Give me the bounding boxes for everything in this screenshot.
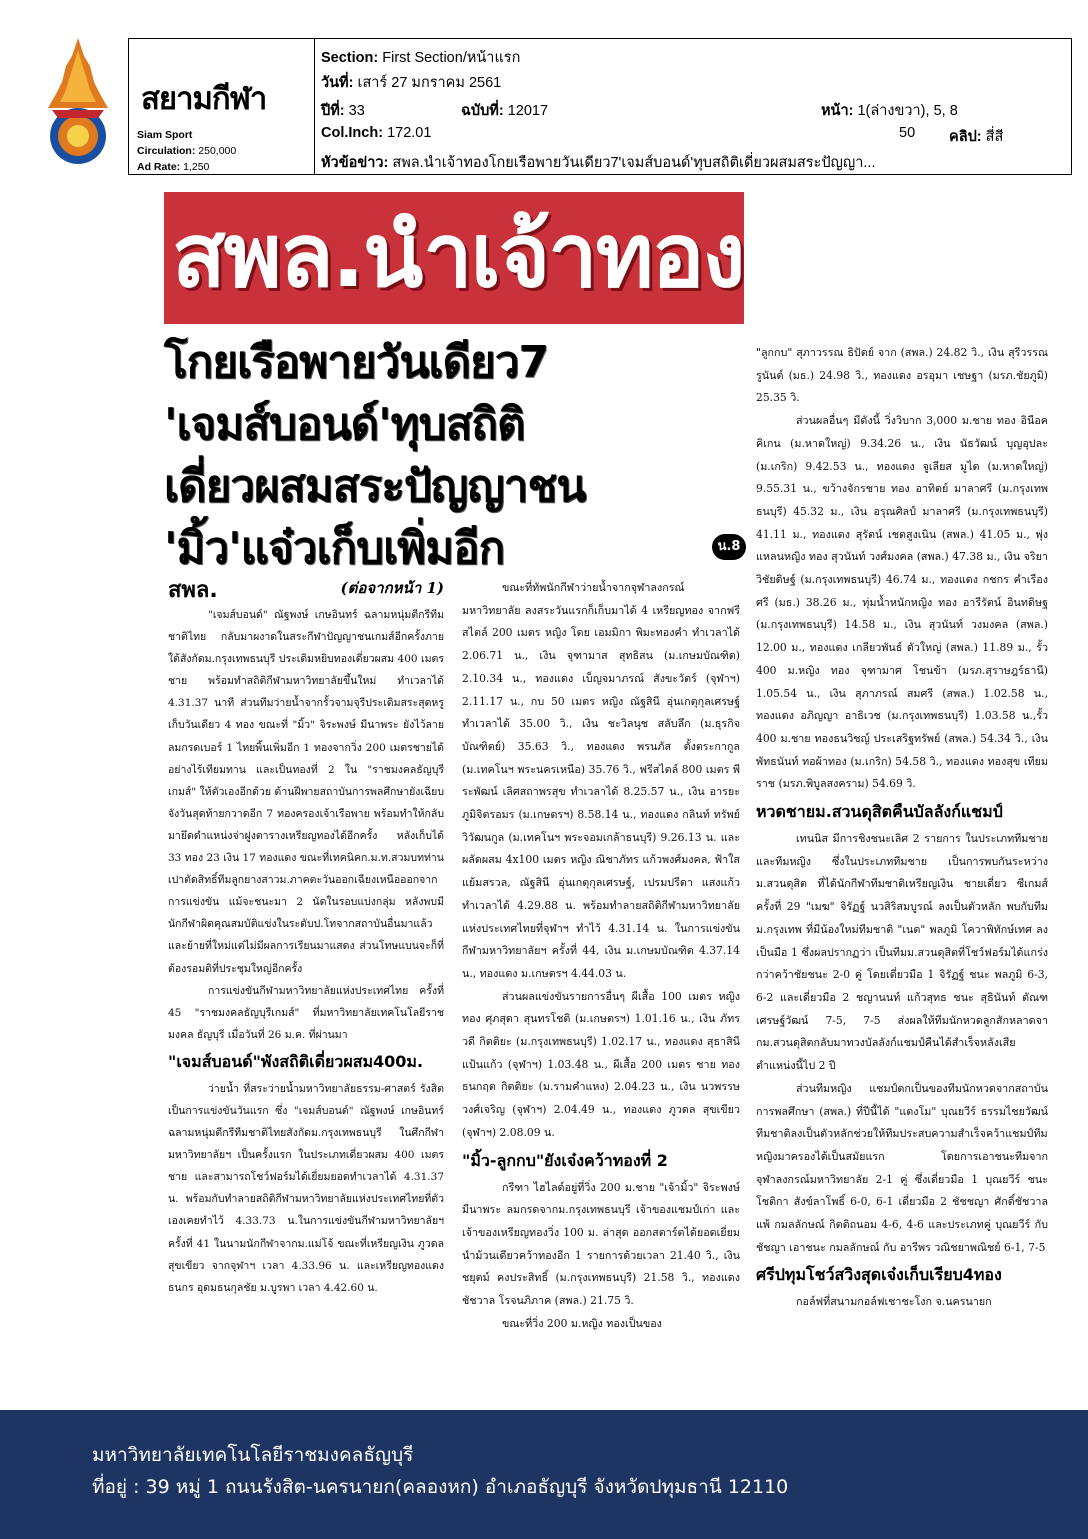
university-footer <box>0 1410 1088 1539</box>
publication-info <box>129 39 315 174</box>
paragraph: ขณะที่วิ่ง 200 ม.หญิง ทองเป็นของ <box>502 1316 662 1330</box>
paragraph: "เจมส์บอนด์" ณัฐพงษ์ เกษอินทร์ ฉลามหนุ่มตีกรีทีมชาติไทย กลับมาผงาดในสระกีฬาปัญญาชนเกมส์อีกครั้งภายใต้สังกัดม.กรุงเทพธนบุรี ประเดิมหยิบทองเดี่ยวผสม 400 เมตรชาย พร้อมทำสถิติกีฬามหาวิทยาลัยขึ้นใหม่ ทำเวลาได้ 4.31.37 นาที ส่วนทีมว่ายน้ำจากรั้วจามจุรีประเดิมสระสุดหรูเก็บวันเดียว 4 ทอง ขณะที่ "มิ้ว" จิระพงษ์ มีนาพระ ยังไว้ลายลมกรดเบอร์ 1 ไทยพิ้นเพิ่มอีก 1 ทองจากวิ่ง 200 เมตรชายได้อย่างไร้เทียมทาน และเป็นทองที่ 2 ใน "ราชมงคลธัญบุรีเกมส์" ให้ตัวเองอีกด้วย ด้านฝีพายสถาบันการพลศึกษายังเฉียบจังวันสุดท้ายกวาดอีก 7 ทองครองเจ้าเรือพาย พร้อมทำให้กลับมายึดตำแหน่งจ่าฝูงตารางเหรียญทองได้อีกครั้ง หลังเก็บได้ 33 ทอง 23 เงิน 17 ทองแดง ขณะที่เทคนิคก.ม.ท.สวมบทท่านเปาตัดสิทธิ์ทีมลูกยางสาวม.ภาคตะวันออกเฉียงเหนือออกจากการแข่งขัน แม้จะชนะมา 2 นัดในรอบแบ่งกลุ่ม หลังพบมีนักกีฬาผิดคุณสมบัติแข่งในระดับป.โทจากสถาบันอื่นมาแล้ว และย้ายที่ใหม่แต่ไม่มีผลการเรียนมาแสดง ส่วนโทษแบนจะก็ที่ต้องรอมติที่ประชุมใหญ่อีกครั้ง <box>168 609 444 975</box>
paragraph: การแข่งขันกีฬามหาวิทยาลัยแห่งประเทศไทย ครั้งที่ 45 "ราชมงคลธัญบุรีเกมส์" ที่มหาวิทยาลัยเทคโนโลยีราชมงคล ธัญบุรี เมื่อวันที่ 26 ม.ค. ที่ผ่านมา <box>168 984 444 1041</box>
section-subhead: "เจมส์บอนด์"พังสถิติเดี่ยวผสม400ม. <box>168 1051 424 1071</box>
section-subhead: "มิ้ว-ลูกกบ"ยังเจ๋งคว้าทองที่ 2 <box>462 1150 668 1170</box>
news-clipping <box>164 192 1054 1357</box>
page-field: หน้า: 1(ล่างขวา), 5, 8 <box>821 103 958 119</box>
section-subhead: หวดชายม.สวนดุสิตคืนบัลลังก์แชมป์ <box>756 802 1003 822</box>
paragraph: เทนนิส มีการชิงชนะเลิศ 2 รายการ ในประเภททีมชาย และทีมหญิง ซึ่งในประเภททีมชาย เป็นการพบกันระหว่าง ม.สวนดุสิต ที่ได้นักกีฬาทีมชาติเหรียญเงิน ชายเดี่ยว ซีเกมส์ ครั้งที่ 29 "เมฆ" จิรัฏฐ์ นวสิริสมบูรณ์ ลงเป็นตัวหลัก พบกับทีมม.กรุงเทพ ที่มีน้องใหม่ทีมชาติ "เนต" พลภูมิ โควาพิทักษ์เทศ ลงเป็นมือ 1 ซึ่งผลปรากฏว่า เป็นทีมม.สวนดุสิตที่โชว์ฟอร์มได้แกร่งกว่าคว้าชัยชนะ 2-0 คู่ โดยเดี่ยวมือ 1 จิรัฏฐ์ ชนะ พลภูมิ 6-3, 6-2 และเดี่ยวมือ 2 ชญานนท์ แก้วสุทธ ชนะ สุธินันท์ ตัณฑเศรษฐ์วัฒน์ 7-5, 7-5 ส่งผลให้ทีมนักหวดลูกสักหลาดจากม.สวนดุสิตกลับมาทวงบัลลังก์แชมป์คืนได้สำเร็จหลังเสียตำแหน่งนี้ไป 2 ปี <box>756 832 1048 1073</box>
paragraph: ขณะที่ทัพนักกีฬาว่ายน้ำจากจุฬาลงกรณ์มหาวิทยาลัย ลงสระวันแรกก็เก็บมาได้ 4 เหรียญทอง จากฟรีสไตล์ 200 เมตร หญิง โดย เอมมิกา พิมะทองคำ ทำเวลาได้ 2.06.71 น., เงิน จุฑามาส สุทธิสน (ม.เกษมบัณฑิต) 2.10.34 น., ทองแดง เบ็ญจมาภรณ์ สังขะวัตร์ (จุฬาฯ) 2.11.17 น., กบ 50 เมตร หญิง ณัฐสินี อุ่นเกตุกุลเศรษฐ์ ทำเวลาได้ 35.00 วิ., เงิน ชะวิลนุช สลับลึก (ม.ธุรกิจบัณฑิตย์) 35.63 วิ., ทองแดง พรนภัส ตั้งตระกากูล (ม.เทคโนฯ พระนครเหนือ) 35.76 วิ., ฟรีสไตล์ 800 เมตร พีระพัฒน์ เลิศสถาพรสุข ทำเวลาได้ 8.25.57 น., เงิน อารยะ ภูมิจิตรอมร (ม.เกษตรฯ) 8.58.14 น., ทองแดง กลินท์ ทรัพย์วิวัฒนกูล (ม.เทคโนฯ พระจอมเกล้าธนบุรี) 9.26.13 น. และผลัดผสม 4x100 เมตร หญิง ณิชาภัทร แก้วพงศ์มงคล, ฟ้าใส แย้มสรวล, ณัฐสินี อุ่นเกตุกุลเศรษฐ์, เปรมปรีดา แสงแก้ว ทำเวลาได้ 4.29.88 น. พร้อมทำลายสถิติกีฬามหาวิทยาลัยแห่งประเทศไทยที่จุฬาฯ ทำไว้ 4.31.14 น. ในการแข่งขันกีฬามหาวิทยาลัยฯ ครั้งที่ 44, เงิน ม.เกษมบัณฑิต 4.37.14 น., ทองแดง ม.เกษตรฯ 4.44.03 น. <box>462 581 740 980</box>
paragraph: "ลูกกบ" สุภาวรรณ ธิปัตย์ จาก (สพล.) 24.82 วิ., เงิน สุรีวรรณ รูนันต์ (มธ.) 24.98 วิ., ทองแดง อรอุมา เชษฐา (มรภ.ชัยภูมิ) 25.35 วิ. <box>756 346 1048 405</box>
circulation: Circulation: 250,000 <box>137 145 237 157</box>
section-subhead: ศรีปทุมโชว์สวิงสุดเจ๋งเก็บเรียบ4ทอง <box>756 1265 1002 1285</box>
colinch-field: Col.Inch: 172.01 <box>321 125 432 141</box>
value-field: 50 <box>899 125 916 141</box>
paragraph: ส่วนทีมหญิง แชมป์ตกเป็นของทีมนักหวดจากสถาบันการพลศึกษา (สพล.) ที่ปีนี้ได้ "แตงโม" บุณยวีร์ ธรรมไชยวัฒน์ ทีมชาติลงเป็นตัวหลักช่วยให้ทีมประสบความสำเร็จคว้าแชมป์ทีมหญิงมาครองได้เป็นสมัยแรก โดยการเอาชนะทีมจากจุฬาลงกรณ์มหาวิทยาลัย 2-1 คู่ ซึ่งเดี่ยวมือ 1 บุณยวีร์ ชนะ โชติกา สังข์ลาโพธิ์ 6-0, 6-1 เดี่ยวมือ 2 ชัชชญา ศักดิ์ชัชวาล แพ้ กมลลักษณ์ กิตติถนอม 4-6, 4-6 และประเภทคู่ บุณยวีร์ กับ ชัชญา เอาชนะ กมลลักษณ์ กับ อารีพร วณิชยาพณิชย์ 6-1, 7-5 <box>756 1081 1048 1254</box>
paragraph: กรีฑา ไฮไลต์อยู่ที่วิ่ง 200 ม.ชาย "เจ้ามิ้ว" จิระพงษ์ มีนาพระ ลมกรดจากม.กรุงเทพธนบุรี เจ้าของแชมป์เก่า และเจ้าของเหรียญทองวิ่ง 100 ม. ล่าสุด ออกสตาร์ตได้ยอดเยี่ยมนำม้วนเดียวคว้าทองอีก 1 รายการด้วยเวลา 21.40 วิ., เงิน ชยุตม์ คงประสิทธิ์ (ม.กรุงเทพธนบุรี) 21.58 วิ., ทองแดง ชัชวาล โรจนภิภาค (สพล.) 21.75 วิ. <box>462 1180 740 1308</box>
section-field: Section: First Section/หน้าแรก <box>321 50 521 66</box>
headline-line-2: 'เจมส์บอนด์'ทุบสถิติ <box>164 399 525 450</box>
continuation-word: สพล. <box>168 578 218 603</box>
publication-name-en: Siam Sport <box>137 129 193 141</box>
year-field: ปีที่: 33 <box>321 103 365 119</box>
banner-headline <box>164 192 744 324</box>
page-reference-badge: น.8 <box>712 534 746 560</box>
publication-name: สยามกีฬา <box>141 81 267 117</box>
continuation-note: (ต่อจากหน้า 1) <box>340 579 444 597</box>
date-field: วันที่: เสาร์ 27 มกราคม 2561 <box>321 75 502 91</box>
headline-line-4: 'มิ้ว'แจ๋วเก็บเพิ่มอีก <box>164 523 505 574</box>
clipping-details <box>321 39 1071 174</box>
headline-line-3: เดี่ยวผสมสระปัญญาชน <box>164 461 586 512</box>
paragraph: กอล์ฟที่สนามกอล์ฟเชาชะโงก จ.นครนายก <box>796 1295 992 1309</box>
university-address: ที่อยู่ : 39 หมู่ 1 ถนนรังสิต-นครนายก(คลองหก) อำเภอธัญบุรี จังหวัดปทุมธานี 12110 <box>92 1476 789 1498</box>
clipping-metadata-box <box>128 38 1072 175</box>
article-column-2 <box>462 577 740 1336</box>
paragraph: ส่วนผลอื่นๆ มีดังนี้ วิ่งวิบาก 3,000 ม.ชาย ทอง อินือค คิเกน (ม.หาดใหญ่) 9.34.26 น., เงิน นัธวัฒน์ บุญอุปละ (ม.เกริก) 9.42.53 น., ทองแดง จูเลียส มูไต (ม.หาดใหญ่) 9.55.31 น., ขว้างจักรชาย ทอง อาทิตย์ มาลาศรี (ม.กรุงเทพธนบุรี) 45.32 ม., เงิน อรุณศิลป์ มาลาศรี (ม.กรุงเทพธนบุรี) 41.11 ม., ทองแดง สุรัตน์ เชตสูงเนิน (สพล.) 41.05 ม., พุ่งแหลนหญิง ทอง สุวนันท์ วงศ์มงคล (สพล.) 47.38 ม., เงิน จริยา วิชัยดิษฐ์ (ม.กรุงเทพธนบุรี) 46.74 ม., ทองแดง กชกร คำเรืองศรี (มธ.) 38.26 ม., ทุ่มน้ำหนักหญิง ทอง อารีรัตน์ อินทดิษฐ (ม.กรุงเทพธนบุรี) 14.58 ม., เงิน สุวนันท์ วงมงคล (สพล.) 12.00 ม., ทองแดง เกลียวพันธ์ ตัวใหญ่ (สพล.) 11.89 ม., รั้ว 400 ม.หญิง ทอง จุฑามาศ โชนข้า (มรภ.สุราษฎร์ธานี) 1.05.54 น., เงิน สุภาภรณ์ สมศรี (สพล.) 1.02.58 น., ทองแดง อภิญญา อาธิเวช (ม.กรุงเทพธนบุรี) 1.03.58 น.,รั้ว 400 ม.ชาย ทองธนวิชญ์ ประเสริฐทรัพย์ (สพล.) 54.34 วิ., เงิน พัทธนันท์ ทอผ้าทอง (ม.เกริก) 54.58 วิ., ทองแดง ทองสุข เทียมราช (มรภ.พิบูลสงคราม) 54.69 วิ. <box>756 414 1048 791</box>
ad-rate: Ad Rate: 1,250 <box>137 161 210 173</box>
article-column-3 <box>756 342 1048 1314</box>
paragraph: ส่วนผลแข่งขันรายการอื่นๆ ผีเสื้อ 100 เมตร หญิง ทอง ศุภสุดา สุนทรโชติ (ม.เกษตรฯ) 1.01.16 น., เงิน ภัทรวดี กิตติยะ (ม.กรุงเทพธนบุรี) 1.02.17 น., ทองแดง สุธาสินี แป้นแก้ว (จุฬาฯ) 1.03.48 น., ผีเสื้อ 200 เมตร ชาย ทอง ธนกฤต กิตติยะ (ม.รามคำแหง) 2.04.23 น., เงิน นวพรรษ วงศ์เจริญ (จุฬาฯ) 2.04.49 น., ทองแดง ภูวดล สุขเขียว (จุฬาฯ) 2.08.09 น. <box>462 989 740 1139</box>
banner-text: สพล.นำเจ้าทอง <box>172 204 744 307</box>
clip-field: คลิป: สี่สี <box>949 129 1004 145</box>
article-column-1 <box>168 604 444 1299</box>
rmutt-logo-icon <box>38 36 118 166</box>
continuation-header <box>168 572 444 604</box>
paragraph: ว่ายน้ำ ที่สระว่ายน้ำมหาวิทยาลัยธรรม-ศาสตร์ รังสิต เป็นการแข่งขันวันแรก ซึ่ง "เจมส์บอนด์" ณัฐพงษ์ เกษอินทร์ ฉลามหนุ่มตีกรีทีมชาติไทยสังกัดม.กรุงเทพธนบุรี ในศึกกีฬามหาวิทยาลัยฯ เป็นครั้งแรก ในประเภทเดี่ยวผสม 400 เมตรชาย และสามารถโชว์ฟอร์มได้เยี่ยมยอดทำเวลาได้ 4.31.37 น. พร้อมกับทำลายสถิติกีฬามหาวิทยาลัยแห่งประเทศไทยที่ตัวเองเคยทำไว้ 4.33.73 น.ในการแข่งขันกีฬามหาวิทยาลัยฯ ครั้งที่ 41 ในนามนักกีฬาจากม.แม่โจ้ ขณะที่เหรียญเงิน ภูวดล สุขเขียว จากจุฬาฯ เวลา 4.33.96 น. และเหรียญทองแดง ธนกร อุดมธนกุลชัย ม.บูรพา เวลา 4.42.60 น. <box>168 1082 444 1294</box>
issue-field: ฉบับที่: 12017 <box>461 103 549 119</box>
university-name: มหาวิทยาลัยเทคโนโลยีราชมงคลธัญบุรี <box>92 1444 414 1466</box>
headline-line-1: โกยเรือพายวันเดียว7 <box>164 337 549 388</box>
headline-field: หัวข้อข่าว: สพล.นำเจ้าทองโกยเรือพายวันเดียว7'เจมส์บอนด์'ทุบสถิติเดี่ยวผสมสระปัญญา... <box>321 155 876 171</box>
